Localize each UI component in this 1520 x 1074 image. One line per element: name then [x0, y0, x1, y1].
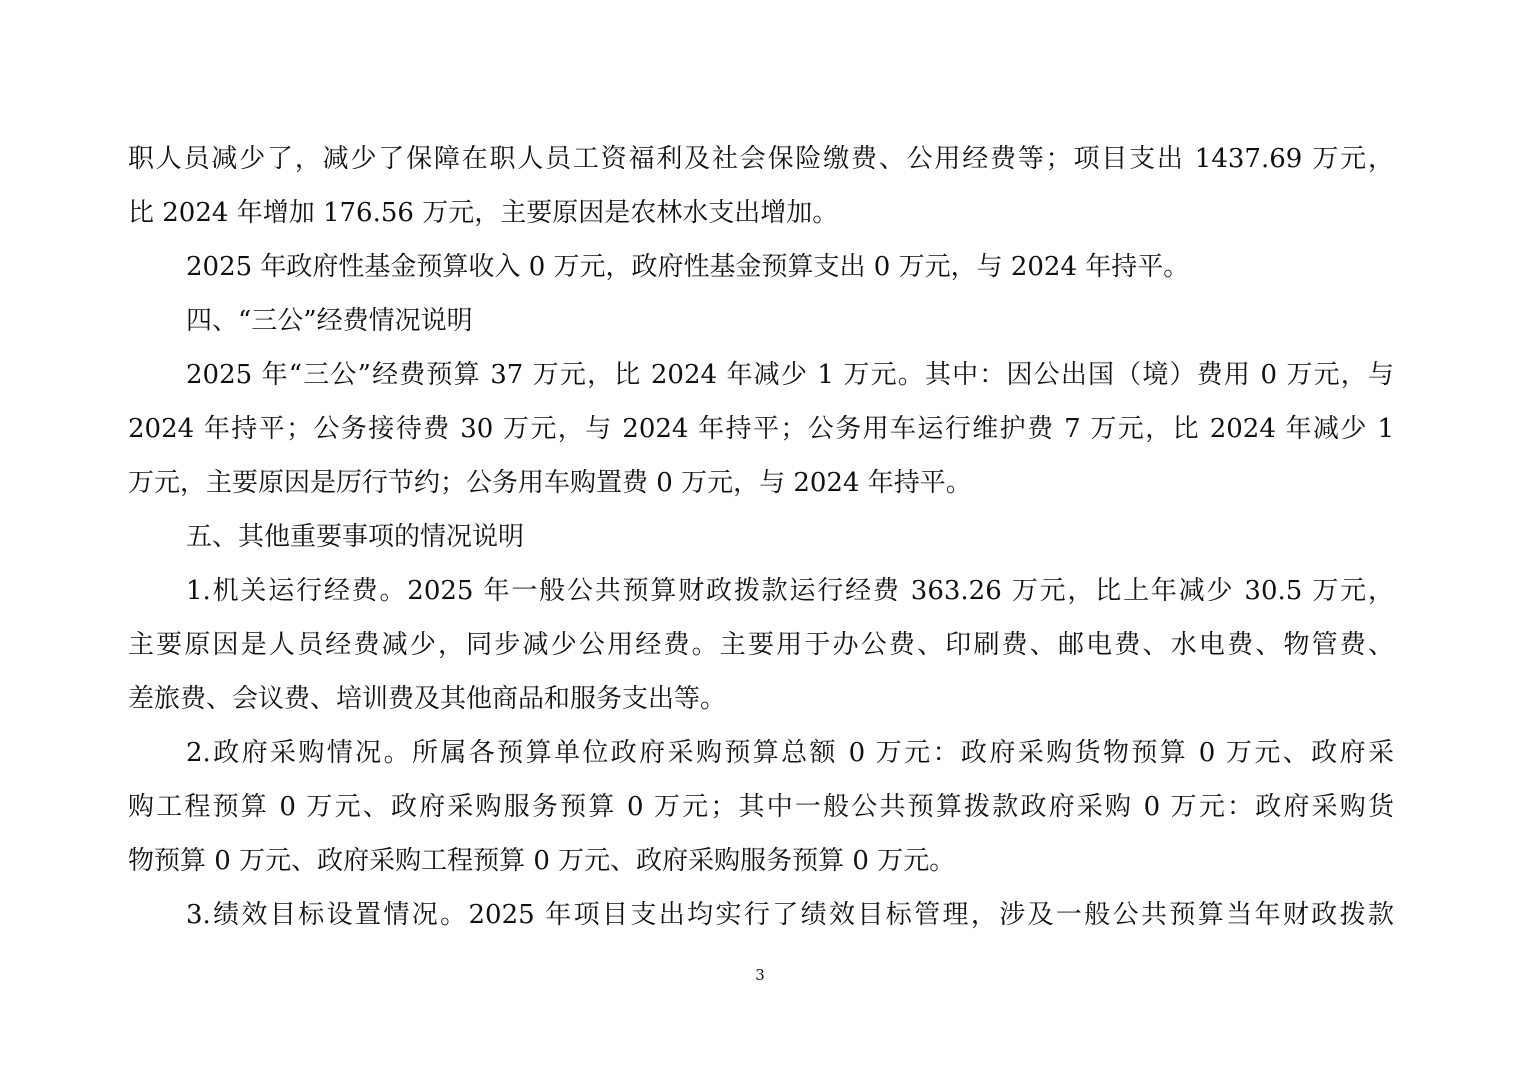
text-line: 2024 年持平；公务接待费 30 万元，与 2024 年持平；公务用车运行维护费 7 万元，比 2024 年减少 1 — [128, 414, 1394, 444]
text-line: 职人员减少了，减少了保障在职人员工资福利及社会保险缴费、公用经费等；项目支出 1437.69 万元， — [128, 144, 1394, 174]
document-body — [128, 132, 1394, 942]
text-line: 比 2024 年增加 176.56 万元，主要原因是农林水支出增加。 — [128, 198, 839, 228]
text-line: 物预算 0 万元、政府采购工程预算 0 万元、政府采购服务预算 0 万元。 — [128, 846, 956, 876]
paragraph-line: 1.机关运行经费。2025 年一般公共预算财政拨款运行经费 363.26 万元，比上年减少 30.5 万元， — [186, 576, 1394, 606]
text-line: 购工程预算 0 万元、政府采购服务预算 0 万元；其中一般公共预算拨款政府采购 0 万元：政府采购货 — [128, 792, 1394, 822]
text-line: 主要原因是人员经费减少，同步减少公用经费。主要用于办公费、印刷费、邮电费、水电费、物管费、 — [128, 630, 1394, 660]
text-line: 万元，主要原因是厉行节约；公务用车购置费 0 万元，与 2024 年持平。 — [128, 468, 972, 498]
section-heading: 四、“三公”经费情况说明 — [186, 306, 473, 336]
page-number: 3 — [755, 966, 765, 984]
paragraph-line: 2.政府采购情况。所属各预算单位政府采购预算总额 0 万元：政府采购货物预算 0 万元、政府采 — [186, 738, 1394, 768]
paragraph-line: 2025 年“三公”经费预算 37 万元，比 2024 年减少 1 万元。其中：因公出国（境）费用 0 万元，与 — [186, 360, 1394, 390]
paragraph-line: 3.绩效目标设置情况。2025 年项目支出均实行了绩效目标管理，涉及一般公共预算当年财政拨款 — [186, 900, 1394, 930]
paragraph-line: 2025 年政府性基金预算收入 0 万元，政府性基金预算支出 0 万元，与 2024 年持平。 — [186, 252, 1190, 282]
section-heading: 五、其他重要事项的情况说明 — [186, 522, 525, 552]
text-line: 差旅费、会议费、培训费及其他商品和服务支出等。 — [128, 684, 727, 714]
